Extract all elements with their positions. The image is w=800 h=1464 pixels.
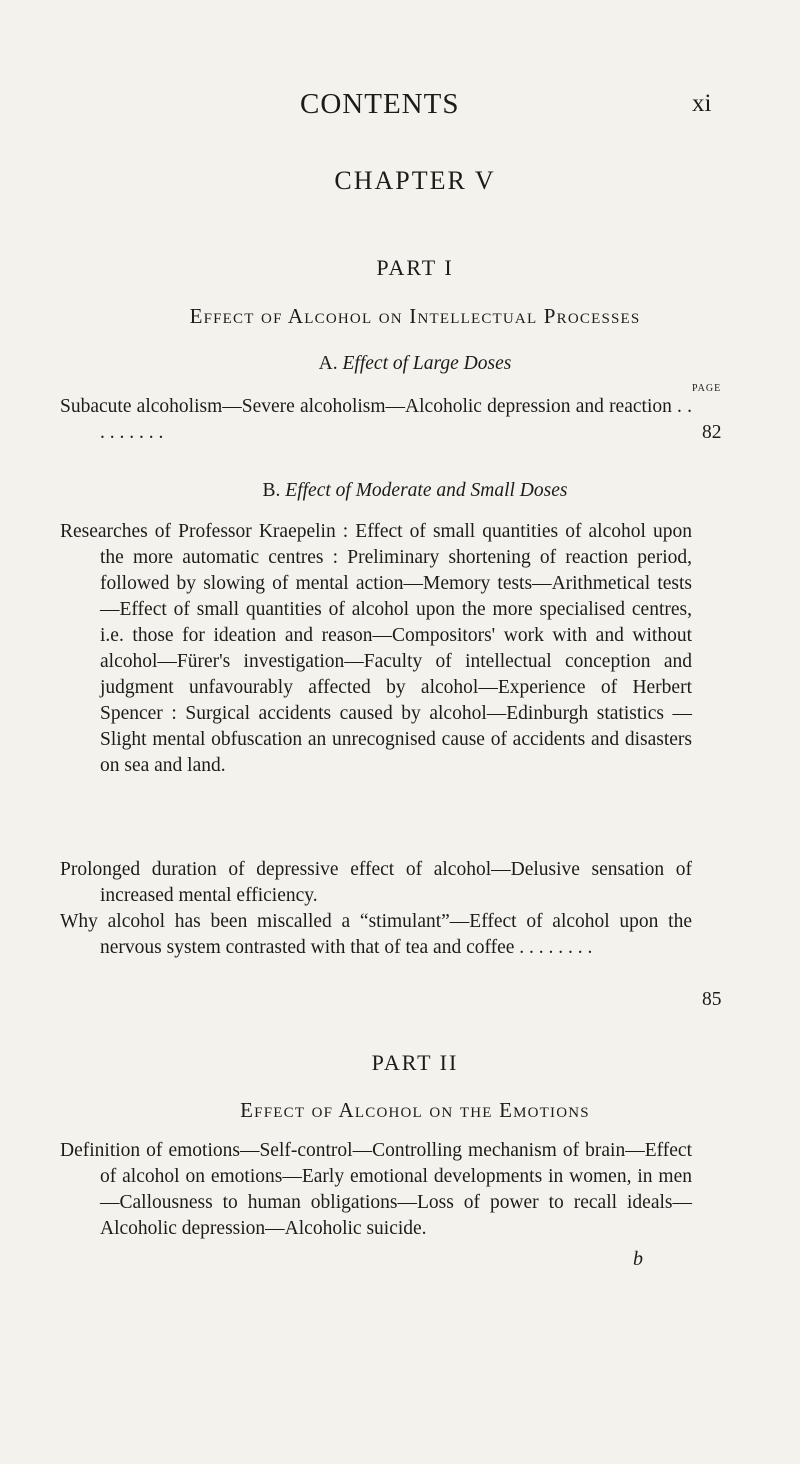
- section-b-page: 85: [702, 989, 722, 1010]
- section-b-entry-3: Why alcohol has been miscalled a “stimulant”—Effect of alcohol upon the nervous system contrasted with that of tea and coffee . . . . . . . .: [60, 911, 692, 958]
- running-title: CONTENTS: [300, 88, 460, 120]
- signature-mark: b: [633, 1248, 643, 1270]
- chapter-heading: CHAPTER V: [334, 166, 496, 195]
- section-a-title: Effect of Large Doses: [342, 353, 512, 374]
- part-two-title: Effect of Alcohol on the Emotions: [240, 1098, 590, 1122]
- section-b-letter: B.: [262, 480, 281, 501]
- part-two-entry: Definition of emotions—Self-control—Controlling mechanism of brain—Effect of alcohol on emotions—Early emotional developments in women, in men—Callousness to human obligations—Loss of power to recall ideals—Alcoholic depression—Alcoholic suicide.: [60, 1140, 692, 1239]
- part-two-heading: PART II: [371, 1050, 459, 1075]
- page-numeral: xi: [692, 90, 712, 117]
- part-one-title: Effect of Alcohol on Intellectual Processes: [189, 304, 641, 328]
- section-b-title: Effect of Moderate and Small Doses: [285, 480, 568, 501]
- section-a-entry: Subacute alcoholism—Severe alcoholism—Alcoholic depression and reaction . . . . . . . . .: [60, 396, 692, 443]
- section-a-heading: [0, 353, 800, 375]
- section-b-entry-2: Prolonged duration of depressive effect of alcohol—Delusive sensation of increased mental efficiency.: [60, 859, 692, 906]
- section-a-page: 82: [702, 422, 722, 443]
- running-head: [0, 88, 800, 118]
- section-a-letter: A.: [318, 353, 338, 374]
- page-column-label: PAGE: [692, 383, 722, 394]
- section-b-entry-1: Researches of Professor Kraepelin : Effect of small quantities of alcohol upon the more automatic centres : Preliminary shortening of reaction period, followed by slowing of mental action—Memory tests—Arithmetical tests—Effect of small quantities of alcohol upon the more specialised centres, i.e. those for ideation and reason—Compositors' work with and without alcohol—Fürer's investigation—Faculty of intellectual conception and judgment unfavourably affected by alcohol—Experience of Herbert Spencer : Surgical accidents caused by alcohol—Edinburgh statistics —Slight mental obfuscation an unrecognised cause of accidents and disasters on sea and land.: [60, 521, 692, 776]
- section-b-heading: [0, 480, 800, 502]
- part-one-heading: PART I: [376, 255, 454, 280]
